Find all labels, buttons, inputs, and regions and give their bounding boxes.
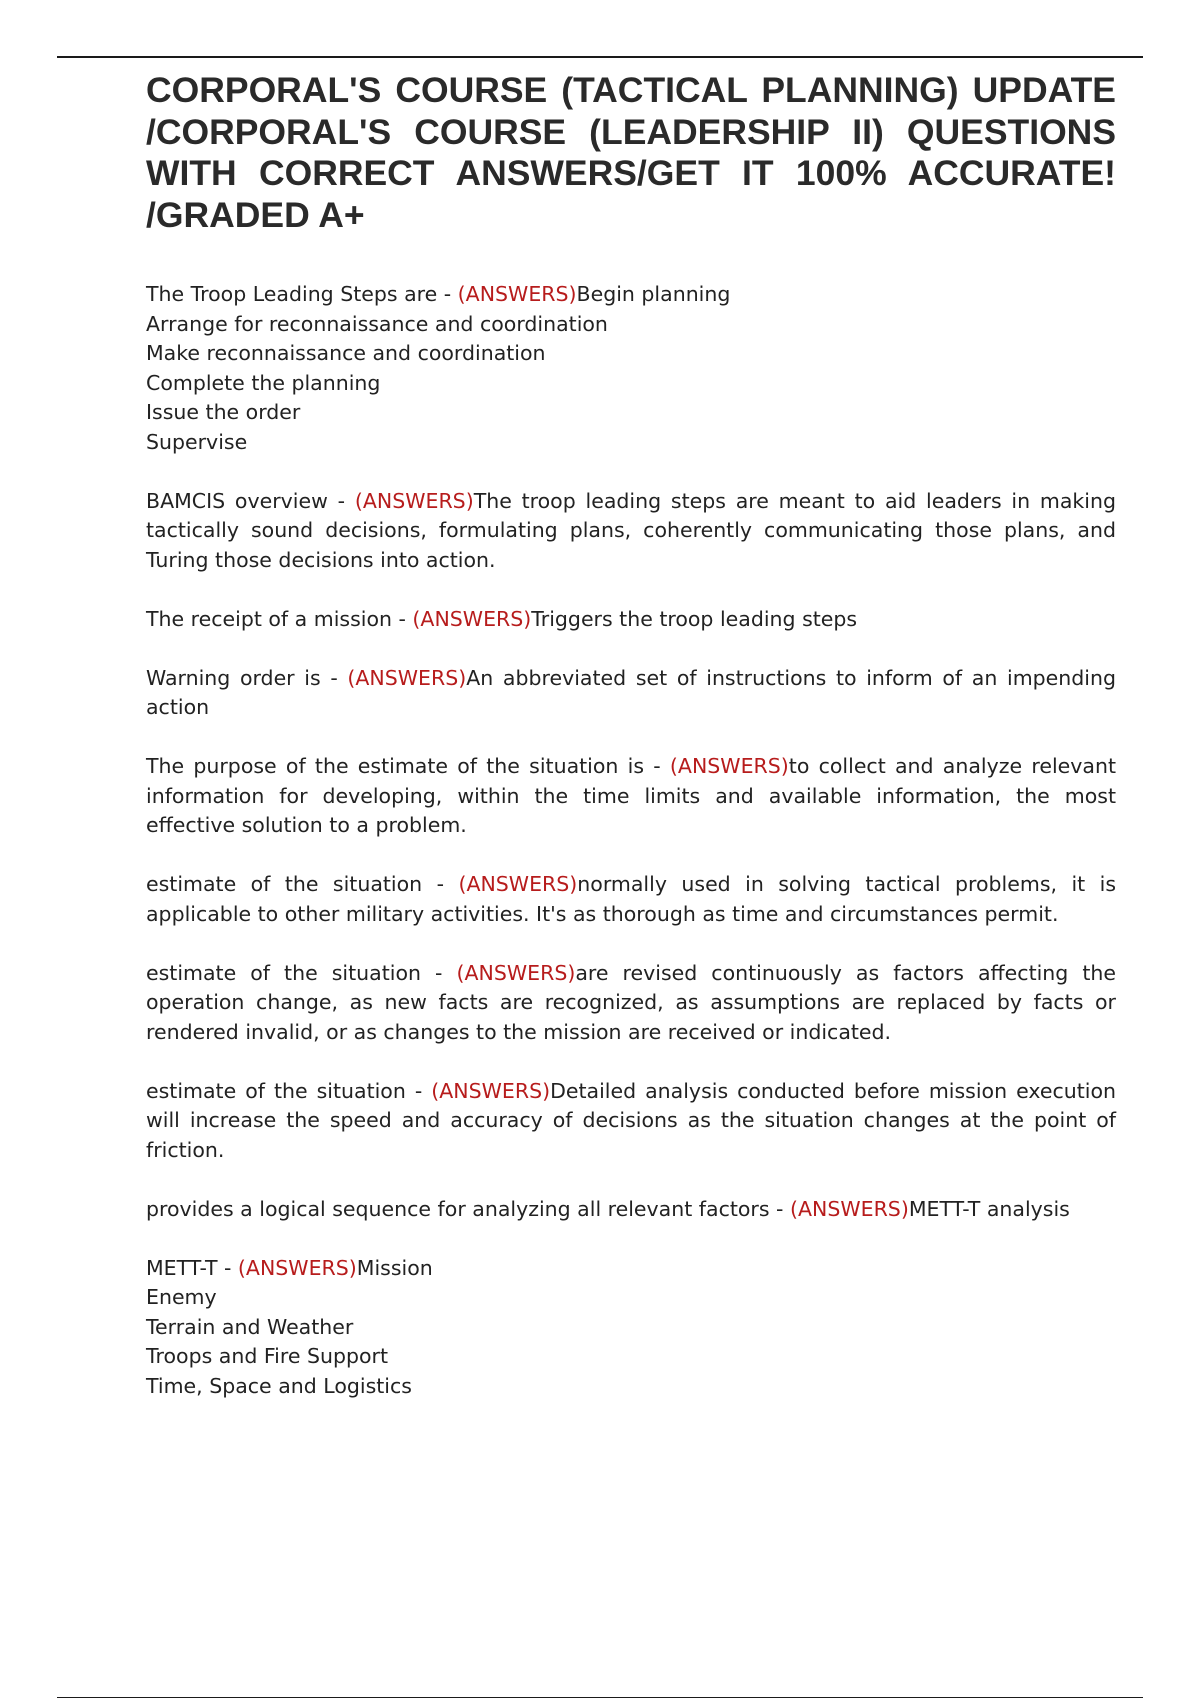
qa-item-5 [146, 752, 1116, 841]
answer-tag: (ANSWERS) [669, 754, 789, 778]
question: provides a logical sequence for analyzing all relevant factors - [146, 1196, 790, 1221]
answer-line: Time, Space and Logistics [146, 1373, 412, 1398]
answer-line: Arrange for reconnaissance and coordination [146, 311, 608, 336]
answer-tag: (ANSWERS) [237, 1255, 357, 1280]
answer: Begin planning [576, 282, 731, 306]
qa-item-7 [146, 959, 1116, 1048]
qa-item-4 [146, 664, 1116, 723]
answer: An abbreviated set of instructions to inform of an impending action [146, 665, 1116, 719]
answer-tag: (ANSWERS) [457, 282, 577, 306]
answer-line: Enemy [146, 1285, 217, 1309]
qa-item-2 [146, 487, 1116, 576]
top-rule [57, 56, 1143, 58]
question: estimate of the situation - [146, 872, 459, 896]
question: Warning order is - [146, 665, 348, 690]
qa-item-9 [146, 1195, 1116, 1225]
answer: normally used in solving tactical problems, it is applicable to other military activities. It's as thorough as time and circumstances permit. [146, 872, 1117, 926]
answer: The troop leading steps are meant to aid leaders in making tactically sound decisions, formulating plans, coherently communicating those plans, and Turing those decisions into action. [146, 488, 1117, 572]
question: The Troop Leading Steps are - [146, 282, 458, 306]
qa-item-8 [146, 1077, 1116, 1166]
answer-line: Troops and Fire Support [146, 1344, 389, 1368]
answer-tag: (ANSWERS) [354, 488, 474, 513]
answer-line: Issue the order [146, 400, 301, 424]
question: The purpose of the estimate of the situation is - [146, 754, 670, 778]
answer-line: Supervise [146, 429, 248, 454]
question: The receipt of a mission - [146, 606, 413, 631]
answer: METT-T analysis [908, 1196, 1070, 1221]
answer-tag: (ANSWERS) [412, 606, 532, 631]
bottom-rule [57, 1697, 1143, 1698]
question: BAMCIS overview - [146, 488, 355, 513]
answer: to collect and analyze relevant information for developing, within the time limits and available information, the most effective solution to a problem. [146, 754, 1116, 837]
answer: are revised continuously as factors affecting the operation change, as new facts are recognized, as assumptions are replaced by facts or rendered invalid, or as changes to the mission are received or indicated. [146, 960, 1116, 1044]
qa-item-3 [146, 605, 1116, 635]
answer: Triggers the troop leading steps [531, 606, 858, 631]
qa-item-10 [146, 1254, 1116, 1402]
answer-tag: (ANSWERS) [347, 665, 467, 690]
answer-tag: (ANSWERS) [458, 872, 578, 896]
qa-item-1 [146, 280, 1116, 457]
qa-item-6 [146, 870, 1116, 929]
qa-content [146, 280, 1116, 1431]
answer: Detailed analysis conducted before mission execution will increase the speed and accuracy of decisions as the situation changes at the point of friction. [146, 1078, 1116, 1162]
question: METT-T - [146, 1255, 238, 1280]
answer-tag: (ANSWERS) [789, 1196, 909, 1221]
answer-line: Make reconnaissance and coordination [146, 341, 546, 365]
answer-tag: (ANSWERS) [431, 1078, 551, 1103]
answer-line: Complete the planning [146, 370, 381, 395]
question: estimate of the situation - [146, 960, 457, 985]
document-title: CORPORAL'S COURSE (TACTICAL PLANNING) UPDATE /CORPORAL'S COURSE (LEADERSHIP II) QUESTIONS WITH CORRECT ANSWERS/GET IT 100% ACCURATE! /GRADED A+ [146, 70, 1116, 235]
question: estimate of the situation - [146, 1078, 432, 1103]
answer: Mission [356, 1255, 433, 1280]
answer-line: Terrain and Weather [146, 1314, 354, 1339]
answer-tag: (ANSWERS) [456, 960, 576, 985]
